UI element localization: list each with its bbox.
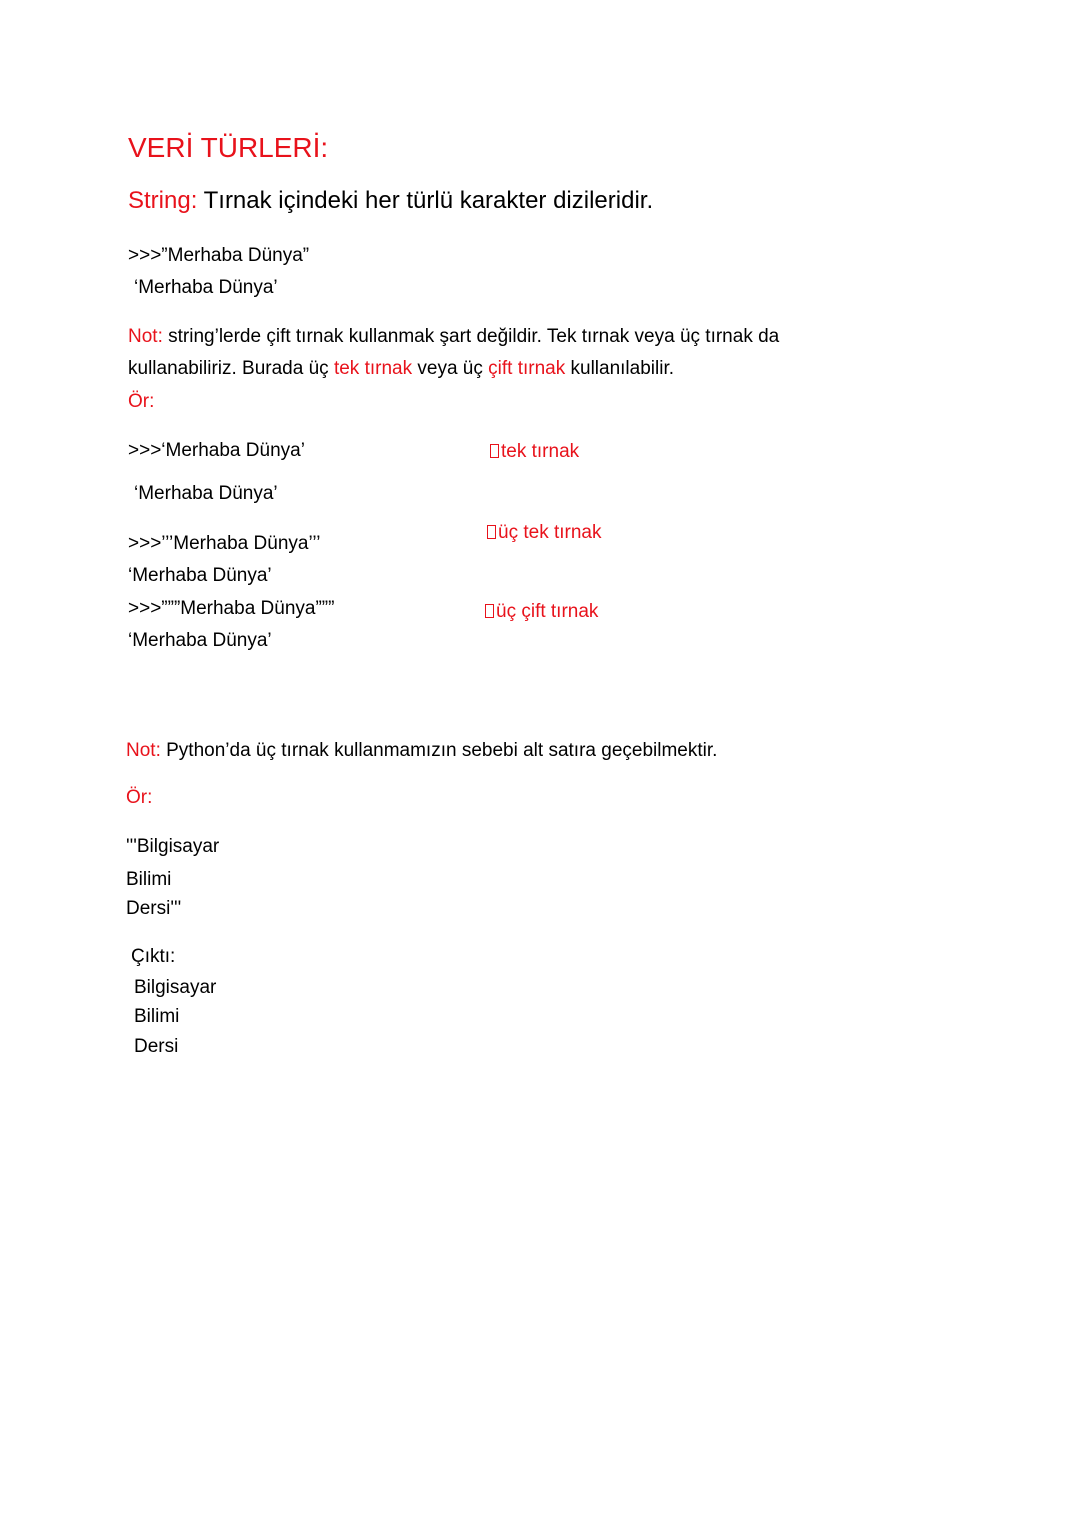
missing-glyph-icon bbox=[487, 525, 496, 539]
code-line: Bilimi bbox=[126, 869, 172, 890]
missing-glyph-icon bbox=[485, 604, 494, 618]
annotation-text: üç tek tırnak bbox=[498, 522, 602, 543]
note-text: veya üç bbox=[412, 358, 489, 379]
annotation bbox=[490, 440, 579, 464]
note-highlight: tek tırnak bbox=[333, 358, 413, 379]
note-text: Python’da üç tırnak kullanmamızın sebebi alt satıra geçebilmektir. bbox=[160, 740, 718, 761]
code-line: >>>”Merhaba Dünya” bbox=[128, 245, 310, 266]
output-label: Çıktı: bbox=[131, 946, 176, 967]
annotation-text: tek tırnak bbox=[501, 441, 580, 462]
output-line: Bilgisayar bbox=[134, 977, 217, 998]
output-line: ‘Merhaba Dünya’ bbox=[134, 277, 278, 298]
note-paragraph bbox=[128, 325, 779, 349]
note-paragraph-line2 bbox=[128, 357, 674, 381]
string-description: Tırnak içindeki her türlü karakter dizileridir. bbox=[197, 187, 654, 214]
output-line: Dersi bbox=[134, 1036, 179, 1057]
note-text: kullanabiliriz. Burada üç bbox=[128, 358, 334, 379]
example-label: Ör: bbox=[126, 787, 153, 808]
note-label: Not: bbox=[126, 740, 161, 761]
annotation bbox=[485, 600, 598, 624]
code-line: Dersi''' bbox=[126, 898, 182, 919]
string-definition bbox=[128, 186, 653, 216]
page-title: VERİ TÜRLERİ: bbox=[128, 132, 329, 163]
output-line: ‘Merhaba Dünya’ bbox=[128, 630, 272, 651]
example-label: Ör: bbox=[128, 391, 155, 412]
note-text: kullanılabilir. bbox=[565, 358, 675, 379]
note-label: Not: bbox=[128, 326, 163, 347]
output-line: ‘Merhaba Dünya’ bbox=[134, 483, 278, 504]
code-line: >>>”””Merhaba Dünya””” bbox=[128, 598, 335, 619]
output-line: ‘Merhaba Dünya’ bbox=[128, 565, 272, 586]
note-paragraph bbox=[126, 739, 717, 763]
annotation bbox=[487, 521, 602, 545]
code-line: >>>‘Merhaba Dünya’ bbox=[128, 440, 305, 461]
code-line: >>>’’’Merhaba Dünya’’’ bbox=[128, 533, 321, 554]
output-line: Bilimi bbox=[134, 1006, 180, 1027]
note-highlight: çift tırnak bbox=[488, 358, 566, 379]
code-line: '''Bilgisayar bbox=[126, 836, 220, 857]
string-label: String: bbox=[128, 187, 198, 214]
note-text: string’lerde çift tırnak kullanmak şart değildir. Tek tırnak veya üç tırnak da bbox=[162, 326, 780, 347]
annotation-text: üç çift tırnak bbox=[496, 601, 599, 622]
missing-glyph-icon bbox=[490, 444, 499, 458]
